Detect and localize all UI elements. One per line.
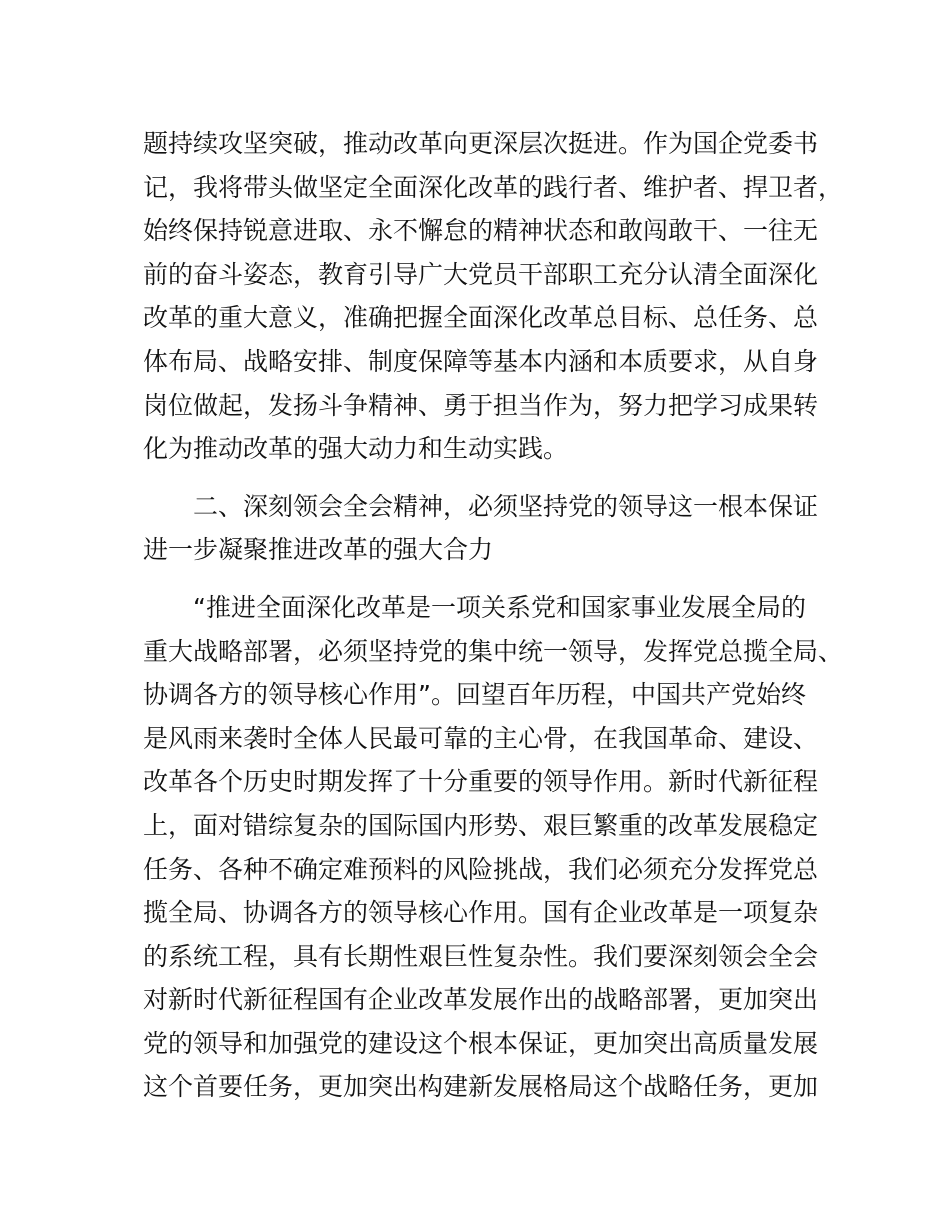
paragraph-gap — [143, 471, 823, 485]
text-line: 化为推动改革的强大动力和生动实践。 — [143, 434, 569, 464]
text-line: 重大战略部署，必须坚持党的集中统一领导，发挥党总揽全局、 — [143, 636, 844, 666]
text-line: 揽全局、协调各方的领导核心作用。国有企业改革是一项复杂 — [143, 898, 819, 928]
text-line: 改革的重大意义，准确把握全面深化改革总目标、总任务、总 — [143, 303, 819, 333]
heading-line: 二、深刻领会全会精神，必须坚持党的领导这一根本保证 — [193, 491, 819, 521]
text-line: “推进全面深化改革是一项关系党和国家事业发展全局的 — [193, 592, 806, 622]
text-line: 改革各个历史时期发挥了十分重要的领导作用。新时代新征程 — [143, 767, 819, 797]
text-line: 协调各方的领导核心作用”。回望百年历程，中国共产党始终 — [143, 680, 806, 710]
text-line: 岗位做起，发扬斗争精神、勇于担当作为，努力把学习成果转 — [143, 390, 819, 420]
text-line: 是风雨来袭时全体人民最可靠的主心骨，在我国革命、建设、 — [143, 723, 819, 753]
paragraph-gap — [143, 572, 823, 586]
text-line: 的系统工程，具有长期性艰巨性复杂性。我们要深刻领会全会 — [143, 941, 819, 971]
text-line: 题持续攻坚突破，推动改革向更深层次挺进。作为国企党委书 — [143, 129, 819, 158]
text-line: 体布局、战略安排、制度保障等基本内涵和本质要求，从自身 — [143, 346, 819, 376]
paragraph-1 — [143, 122, 844, 471]
text-line: 始终保持锐意进取、永不懈怠的精神状态和敢闯敢干、一往无 — [143, 216, 819, 246]
section-heading-2 — [143, 485, 823, 572]
text-line: 任务、各种不确定难预料的风险挑战，我们必须充分发挥党总 — [143, 854, 819, 884]
text-line: 党的领导和加强党的建设这个根本保证，更加突出高质量发展 — [143, 1028, 819, 1058]
text-line: 上，面对错综复杂的国际国内形势、艰巨繁重的改革发展稳定 — [143, 810, 819, 840]
text-line: 这个首要任务，更加突出构建新发展格局这个战略任务，更加 — [143, 1072, 819, 1102]
text-line: 记，我将带头做坚定全面深化改革的践行者、维护者、捍卫者， — [143, 172, 844, 202]
body-text — [143, 122, 844, 1109]
heading-line: 进一步凝聚推进改革的强大合力 — [143, 535, 494, 565]
text-line: 对新时代新征程国有企业改革发展作出的战略部署，更加突出 — [143, 985, 819, 1015]
paragraph-2 — [143, 586, 844, 1109]
text-line: 前的奋斗姿态，教育引导广大党员干部职工充分认清全面深化 — [143, 259, 819, 289]
